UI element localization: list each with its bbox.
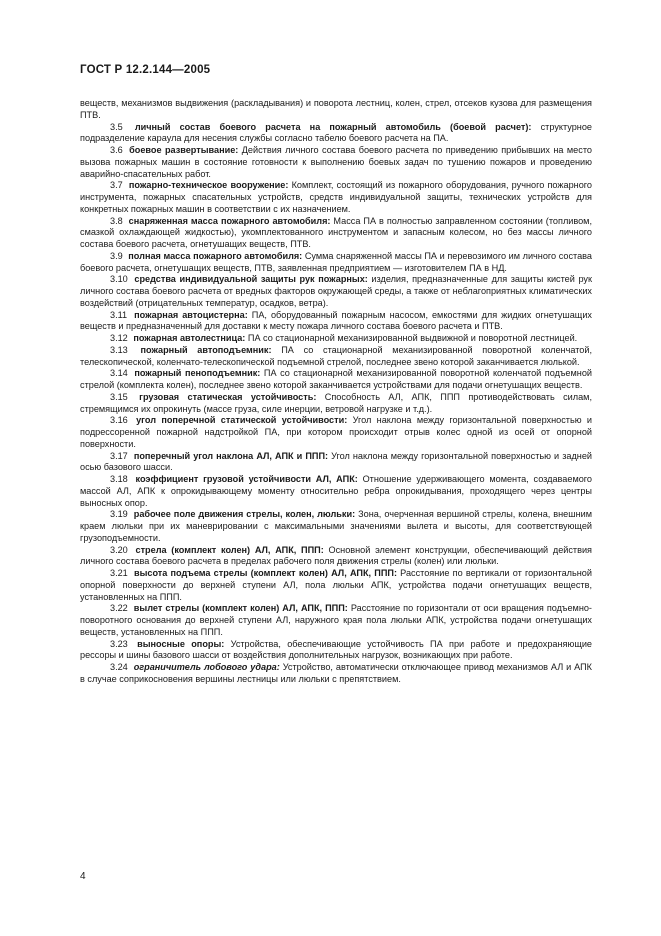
definition-number: 3.12	[110, 333, 128, 343]
definition-number: 3.24	[110, 662, 128, 672]
definition-term: средства индивидуальной защиты рук пожарных:	[134, 274, 368, 285]
document-body	[80, 98, 592, 686]
definition-item	[80, 368, 592, 392]
definition-number: 3.5	[110, 121, 123, 132]
definition-text: Угол наклона между горизонтальной поверхностью и подрессоренной пожарной надстройкой ПА, при котором происходит отрыв колес одной из осей от опорной поверхности.	[80, 415, 592, 449]
definition-term: выносные опоры:	[137, 638, 225, 649]
definition-text: Устройство, автоматически отключающее привод механизмов АЛ и АПК в случае соприкосновения вершины лестницы или люльки с препятствием.	[80, 662, 592, 684]
definition-term: ограничитель лобового удара:	[133, 662, 280, 672]
definition-item	[80, 509, 592, 544]
definition-text: Сумма снаряженной массы ПА и перевозимого им личного состава боевого расчета, огнетушащих веществ, ПТВ, заявленная предприятием — изготовителем ПА в НД.	[80, 250, 592, 273]
definition-number: 3.19	[110, 509, 128, 520]
definition-item	[80, 639, 592, 663]
definition-item	[80, 451, 592, 475]
definition-number: 3.10	[110, 274, 128, 285]
definition-number: 3.8	[110, 215, 123, 226]
definition-text: Расстояние по вертикали от горизонтальной опорной поверхности до верхней ступени АЛ, пола люльки АПК, устройства подачи огнетушащих веществ, установленных на ППП.	[80, 568, 592, 602]
definition-text: Способность АЛ, АПК, ППП противодействовать силам, стремящимся их опрокинуть (массе груза, силе инерции, ветровой нагрузке и т.д.).	[80, 391, 592, 414]
definition-number: 3.21	[110, 568, 128, 578]
definition-item	[80, 333, 592, 345]
definition-number: 3.9	[110, 250, 123, 261]
definition-number: 3.14	[110, 368, 128, 379]
definition-item	[80, 474, 592, 509]
definition-term: стрела (комплект колен) АЛ, АПК, ППП:	[135, 544, 324, 555]
definition-text: ПА, оборудованный пожарным насосом, емкостями для жидких огнетушащих веществ и предназначенный для доставки к месту пожара личного состава боевого расчета и ПТВ.	[80, 309, 592, 332]
definition-item	[80, 274, 592, 309]
definition-term: вылет стрелы (комплект колен) АЛ, АПК, ППП:	[133, 603, 348, 614]
document-page	[80, 64, 592, 686]
definition-number: 3.13	[110, 344, 128, 355]
definition-text: Комплект, состоящий из пожарного оборудования, ручного пожарного инструмента, пожарных спасательных устройств, средств индивидуальной защиты, технических устройств для конкретных пожарных машин в соответствии с их назначением.	[80, 180, 592, 214]
definition-text: изделия, предназначенные для защиты кистей рук личного состава боевого расчета от вредных факторов окружающей среды, а также от неблагоприятных климатических воздействий (отрицательных температур, осадков, ветра).	[80, 274, 592, 308]
definition-number: 3.17	[110, 450, 128, 461]
definition-text: ПА со стационарной механизированной выдвижной и поворотной лестницей.	[245, 333, 578, 343]
definition-item	[80, 180, 592, 215]
definition-term: пожарный пеноподъемник:	[134, 368, 261, 379]
definition-item	[80, 345, 592, 369]
definition-item	[80, 662, 592, 686]
definition-item	[80, 122, 592, 146]
definition-number: 3.15	[110, 391, 128, 402]
definition-item	[80, 603, 592, 638]
definition-term: поперечный угол наклона АЛ, АПК и ППП:	[133, 450, 329, 461]
definition-item	[80, 216, 592, 251]
page-number: 4	[80, 871, 86, 882]
definition-term: личный состав боевого расчета на пожарный автомобиль (боевой расчет):	[134, 121, 532, 132]
definition-item	[80, 415, 592, 450]
definition-term: полная масса пожарного автомобиля:	[128, 250, 303, 261]
definition-text: Основной элемент конструкции, обеспечивающий действия личного состава боевого расчета в пределах рабочего поля движения стрелы (колен) или люльки.	[80, 544, 592, 567]
definition-text: Масса ПА в полностью заправленном состоянии (топливом, смазкой охлаждающей жидкостью), укомплектованного инструментом и запасным колесом, но без массы личного состава боевого расчета, огнетушащих веществ, ПТВ.	[80, 215, 592, 249]
definition-term: пожарно-техническое вооружение:	[128, 180, 289, 191]
definition-text: Угол наклона между горизонтальной поверхностью и задней осью базового шасси.	[80, 450, 592, 473]
definition-text: Зона, очерченная вершиной стрелы, колена, внешним краем люльки при их маневрировании с максимальными значениями вылета и высоты, для соответствующей грузоподъемности.	[80, 509, 592, 543]
definition-number: 3.20	[110, 544, 128, 555]
definition-term: грузовая статическая устойчивость:	[139, 391, 317, 402]
definition-text: структурное подразделение караула для несения службы согласно табелю боевого расчета на ПА.	[80, 121, 592, 144]
definition-number: 3.7	[110, 180, 123, 191]
definition-text: ПА со стационарной механизированной поворотной коленчатой, телескопической, коленчато-телескопической подъемной стрелой, последнее звено которой заканчивается люлькой.	[80, 344, 592, 367]
definition-term: рабочее поле движения стрелы, колен, люльки:	[133, 509, 356, 520]
definition-term: коэффициент грузовой устойчивости АЛ, АПК:	[135, 474, 358, 484]
definition-text: Отношение удерживающего момента, создаваемого массой АЛ, АПК к опрокидывающему моменту относительно ребра опрокидывания, проходящего через центры выносных опор.	[80, 474, 592, 508]
definition-number: 3.22	[110, 603, 128, 614]
definition-text: Расстояние по горизонтали от оси вращения подъемно-поворотного основания до верхней ступени АЛ, наружного края пола люльки АПК, устройства подачи огнетушащих веществ, установленных на ППП.	[80, 603, 592, 637]
definition-term: пожарная автоцистерна:	[134, 309, 248, 320]
definition-term: пожарный автоподъемник:	[140, 344, 272, 355]
continuation-paragraph: веществ, механизмов выдвижения (раскладывания) и поворота лестниц, колен, стрел, отсеков кузова для размещения ПТВ.	[80, 98, 592, 120]
definition-item	[80, 145, 592, 180]
definition-text: Действия личного состава боевого расчета по приведению прибывших на место вызова пожарных машин в состояние готовности к выполнению боевых задач по тушению пожаров и проведению аварийно-спасательных работ.	[80, 145, 592, 179]
definition-term: угол поперечной статической устойчивости:	[136, 415, 348, 426]
definition-number: 3.6	[110, 145, 123, 155]
definition-term: снаряженная масса пожарного автомобиля:	[128, 215, 331, 226]
definition-number: 3.18	[110, 474, 128, 484]
definition-term: высота подъема стрелы (комплект колен) АЛ, АПК, ППП:	[133, 568, 397, 578]
definition-item	[80, 568, 592, 603]
definition-term: боевое развертывание:	[129, 145, 239, 155]
definitions-list	[80, 122, 592, 686]
standard-header: ГОСТ Р 12.2.144—2005	[80, 64, 211, 76]
definition-item	[80, 392, 592, 416]
definition-text: ПА со стационарной механизированной поворотной коленчатой подъемной стрелой (комплекта колен), последнее звено которой заканчивается устройствами для подачи огнетушащих веществ.	[80, 368, 592, 390]
definition-item	[80, 251, 592, 275]
definition-term: пожарная автолестница:	[133, 333, 246, 343]
definition-number: 3.11	[110, 309, 128, 320]
definition-text: Устройства, обеспечивающие устойчивость ПА при работе и предохраняющие рессоры и шины базового шасси от воздействия дополнительных нагрузок, возникающих при работе.	[80, 638, 592, 661]
definition-number: 3.16	[110, 415, 128, 426]
definition-number: 3.23	[110, 638, 128, 649]
definition-item	[80, 545, 592, 569]
definition-item	[80, 310, 592, 334]
